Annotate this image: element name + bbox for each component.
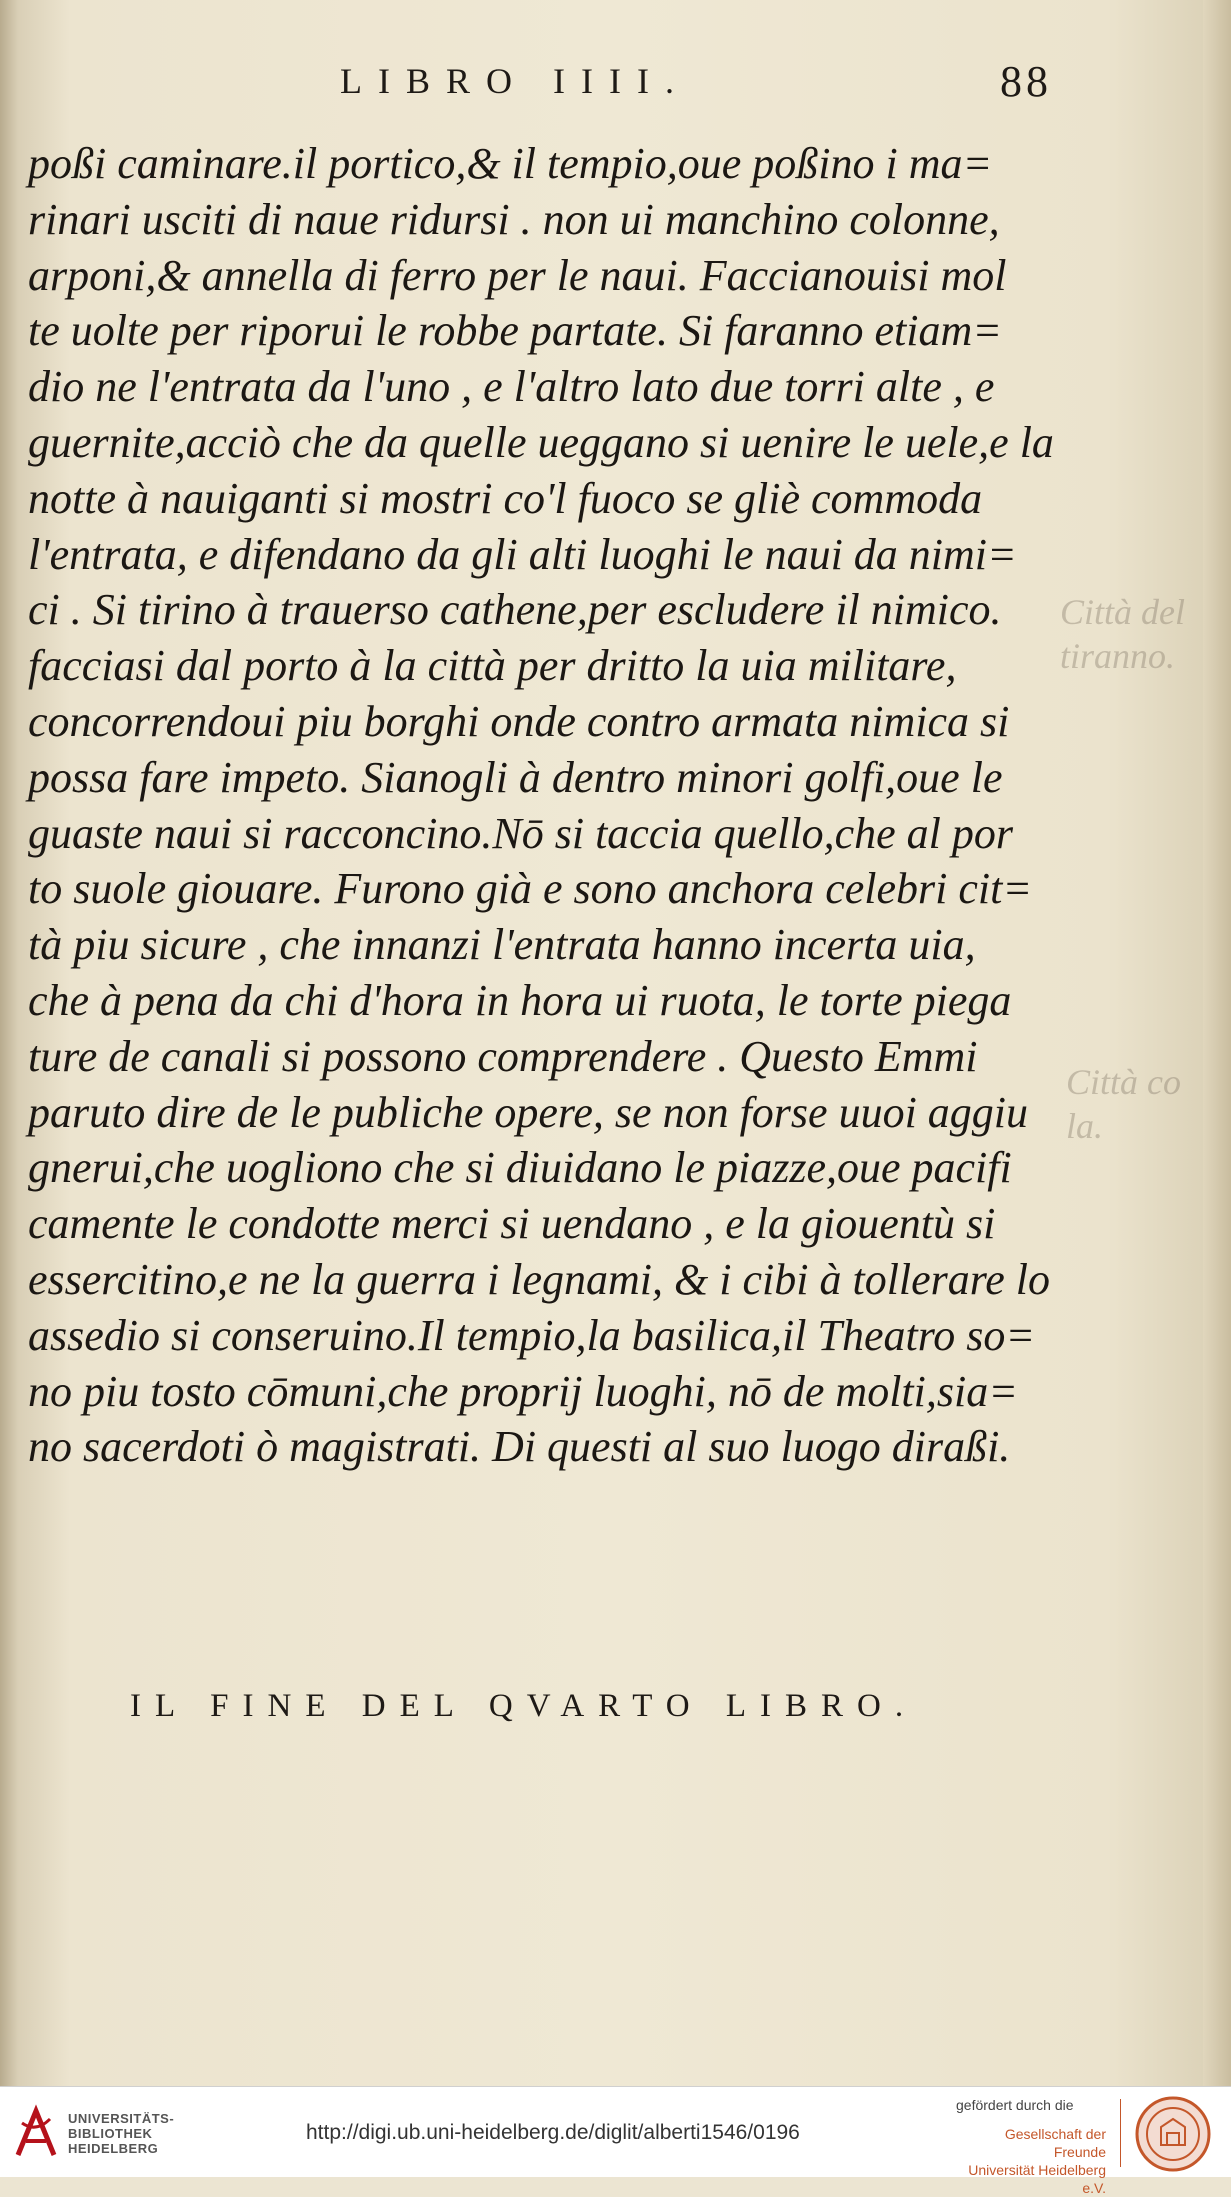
text-line: arponi,& annella di ferro per le naui. Faccianouisi mol (28, 250, 1007, 300)
text-line: facciasi dal porto à la città per dritto la uia militare, (28, 641, 957, 691)
page-edge (1203, 0, 1231, 2086)
text-line: to suole giouare. Furono già e sono anchora celebri cit= (28, 864, 1033, 914)
text-line: guernite,acciò che da quelle ueggano si uenire le uele,e la (28, 417, 1054, 467)
text-line: no piu tosto cōmuni,che proprij luoghi, nō de molti,sia= (28, 1366, 1018, 1416)
page-number: 88 (1000, 57, 1052, 106)
body-text (28, 136, 1054, 1475)
text-line: gnerui,che uogliono che si diuidano le piazze,oue pacifi (28, 1143, 1012, 1193)
page-header (0, 56, 1231, 106)
text-line: poßi caminare.il portico,& il tempio,oue poßino i ma= (28, 139, 993, 188)
sponsor-label: gefördert durch die (956, 2097, 1074, 2113)
sponsor-name: Gesellschaft der Freunde Universität Heidelberg e.V. (968, 2126, 1106, 2196)
text-line: paruto dire de le publiche opere, se non forse uuoi aggiu (28, 1087, 1029, 1137)
text-line: possa fare impeto. Sianogli à dentro minori golfi,oue le (28, 752, 1003, 802)
text-line: l'entrata, e difendano da gli alti luoghi le naui da nimi= (28, 529, 1017, 579)
text-line: essercitino,e ne la guerra i legnami, & i cibi à tollerare lo (28, 1254, 1051, 1304)
bleed-through-note-2: Città co la. (1066, 1062, 1181, 1146)
running-title: LIBRO IIII. (340, 61, 690, 101)
institution-name: UNIVERSITÄTS- BIBLIOTHEK HEIDELBERG (68, 2111, 175, 2156)
text-line: ture de canali si possono comprendere . Questo Emmi (28, 1031, 978, 1081)
bleed-through-note-1: Città del tiranno. (1060, 592, 1185, 676)
text-line: rinari usciti di naue ridursi . non ui manchino colonne, (28, 194, 1000, 244)
footer-divider (1120, 2099, 1121, 2167)
text-line: assedio si conseruino.Il tempio,la basilica,il Theatro so= (28, 1310, 1036, 1360)
permalink-url[interactable]: http://digi.ub.uni-heidelberg.de/diglit/alberti1546/0196 (306, 2121, 800, 2144)
text-line: no sacerdoti ò magistrati. Di questi al suo luogo diraßi. (28, 1422, 1011, 1472)
university-seal-icon (1134, 2095, 1212, 2173)
text-line: ci . Si tirino à trauerso cathene,per escludere il nimico. (28, 585, 1002, 635)
text-line: che à pena da chi d'hora in hora ui ruota, le torte piega (28, 975, 1012, 1025)
text-line: notte à nauiganti si mostri co'l fuoco se gliè commoda (28, 473, 983, 523)
text-line: te uolte per riporui le robbe partate. Si faranno etiam= (28, 306, 1002, 356)
text-line: dio ne l'entrata da l'uno , e l'altro lato due torri alte , e (28, 362, 995, 412)
colophon: IL FINE DEL QVARTO LIBRO. (130, 1688, 918, 1724)
text-line: concorrendoui piu borghi onde contro armata nimica si (28, 696, 1010, 746)
text-line: camente le condotte merci si uendano , e la giouentù si (28, 1199, 996, 1249)
university-library-logo-icon (12, 2103, 60, 2161)
viewer-footer (0, 2086, 1231, 2196)
text-line: guaste naui si racconcino.Nō si taccia quello,che al por (28, 808, 1013, 858)
text-line: tà piu sicure , che innanzi l'entrata hanno incerta uia, (28, 920, 976, 970)
